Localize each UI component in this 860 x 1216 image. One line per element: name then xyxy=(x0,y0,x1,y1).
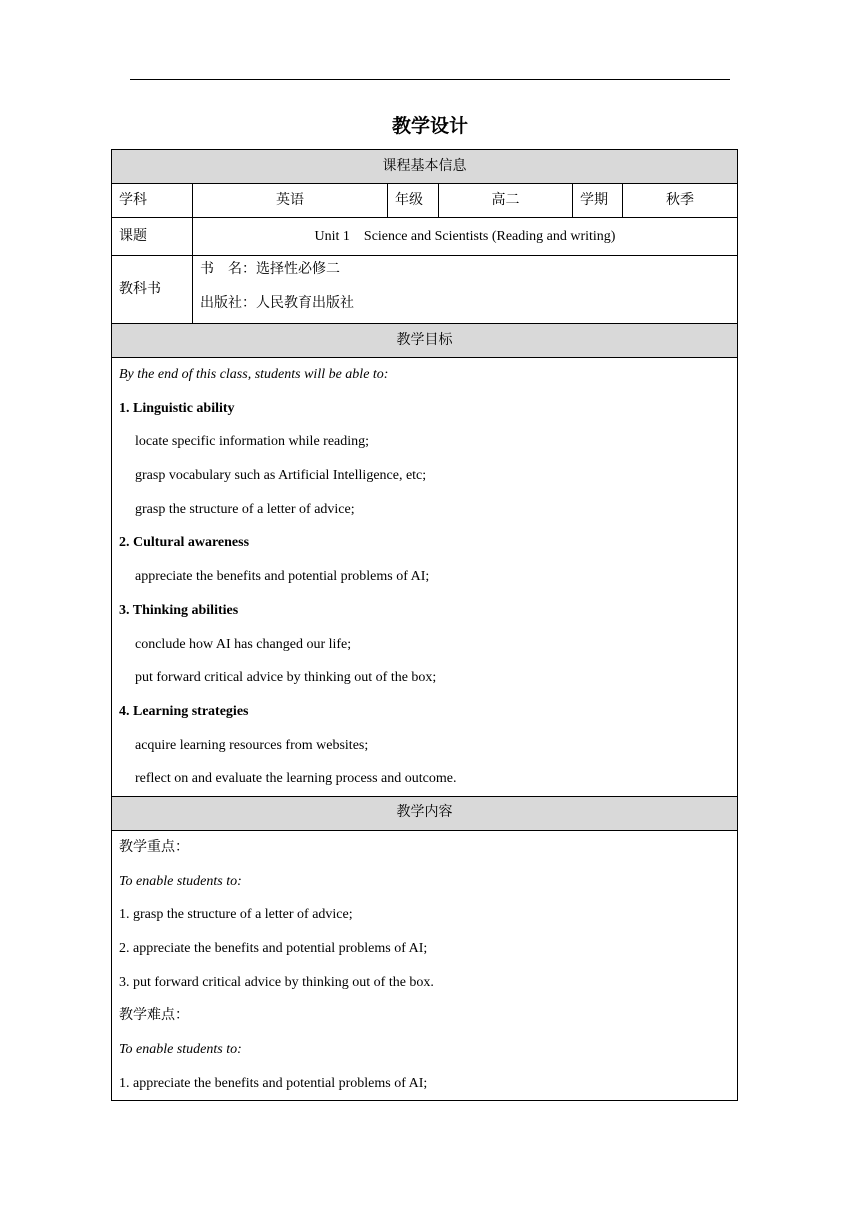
section-title: 课程基本信息 xyxy=(112,150,738,184)
document-title: 教学设计 xyxy=(391,116,468,137)
objective-item: grasp the structure of a letter of advice; xyxy=(135,501,355,517)
objective-item: locate specific information while reading; xyxy=(135,434,370,450)
difficult-points-label: 教学难点： xyxy=(119,1008,189,1024)
subject-label: 学科 xyxy=(112,184,193,218)
section-header-content xyxy=(112,796,738,830)
topic-label: 课题 xyxy=(112,218,193,256)
difficult-point-item: 1. appreciate the benefits and potential problems of AI; xyxy=(119,1075,428,1091)
objective-heading: 2. Cultural awareness xyxy=(119,535,250,551)
term-label: 学期 xyxy=(573,184,623,218)
grade-label: 年级 xyxy=(388,184,439,218)
key-point-item: 1. grasp the structure of a letter of advice; xyxy=(119,907,353,923)
objectives-content xyxy=(112,358,738,797)
key-points-label: 教学重点： xyxy=(119,839,189,855)
publisher-line: 出版社：人民教育出版社 xyxy=(200,296,354,311)
objective-item: grasp vocabulary such as Artificial Intelligence, etc; xyxy=(135,468,427,484)
subject-value: 英语 xyxy=(193,184,388,218)
section-header-basic-info xyxy=(112,150,738,184)
table-row xyxy=(112,256,738,324)
objective-item: reflect on and evaluate the learning process and outcome. xyxy=(135,771,457,787)
section-title: 教学内容 xyxy=(112,796,738,830)
objective-heading: 1. Linguistic ability xyxy=(119,400,235,416)
table-row xyxy=(112,184,738,218)
objective-heading: 4. Learning strategies xyxy=(119,703,249,719)
textbook-label: 教科书 xyxy=(112,256,193,324)
table-row xyxy=(112,358,738,797)
objective-heading: 3. Thinking abilities xyxy=(119,602,239,618)
term-value: 秋季 xyxy=(623,184,738,218)
objective-item: appreciate the benefits and potential problems of AI; xyxy=(135,569,430,585)
header-rule xyxy=(130,79,730,80)
section-header-objectives xyxy=(112,324,738,358)
table-row xyxy=(112,218,738,256)
content-block xyxy=(112,830,738,1101)
section-title: 教学目标 xyxy=(112,324,738,358)
objectives-intro: By the end of this class, students will be able to: xyxy=(119,367,389,382)
table-row xyxy=(112,830,738,1101)
objective-item: acquire learning resources from websites; xyxy=(135,737,369,753)
topic-value: Unit 1 Science and Scientists (Reading and writing) xyxy=(193,218,738,256)
grade-value: 高二 xyxy=(439,184,573,218)
lesson-plan-table xyxy=(111,149,738,1101)
key-points-intro: To enable students to: xyxy=(119,873,242,889)
textbook-value xyxy=(193,256,738,324)
book-name-line: 书 名：选择性必修二 xyxy=(200,262,340,277)
key-point-item: 2. appreciate the benefits and potential problems of AI; xyxy=(119,941,428,956)
difficult-points-intro: To enable students to: xyxy=(119,1042,242,1058)
key-point-item: 3. put forward critical advice by thinking out of the box. xyxy=(119,974,434,990)
objective-item: put forward critical advice by thinking out of the box; xyxy=(135,670,437,686)
objective-item: conclude how AI has changed our life; xyxy=(135,636,352,652)
